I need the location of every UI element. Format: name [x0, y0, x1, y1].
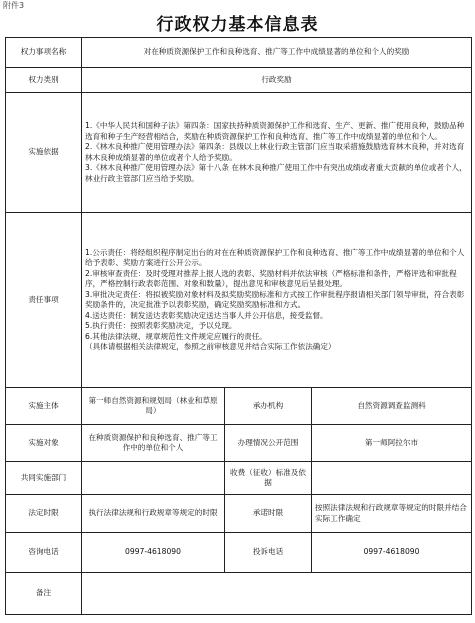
consult-phone-value: 0997-4618090: [82, 533, 225, 573]
row-label: 实施对象: [6, 425, 82, 462]
row-label: 投诉电话: [225, 533, 312, 573]
table-row: [6, 425, 472, 462]
row-label: 办理情况公开范围: [225, 425, 312, 462]
complaint-phone-value: 0997-4618090: [312, 533, 472, 573]
responsibility-paragraph: 5.执行责任：按照表彰奖励决定，予以兑现。: [85, 321, 237, 330]
object-value: 在种质资源保护和良种选育、推广等工作中的单位和个人: [82, 425, 225, 462]
legal-deadline-value: 执行法律法规和行政规章等规定的时限: [82, 495, 225, 533]
table-row: [6, 213, 472, 388]
row-label: 承办机构: [225, 388, 312, 425]
table-row: [6, 388, 472, 425]
basis-paragraph: 2.《林木良种推广使用管理办法》第四条：县级以上林业行政主管部门应当取采措施鼓励选育林木良种，并对选育林木良种成绩显著的单位或者个人给予奖励。: [85, 142, 465, 162]
table-row: [6, 495, 472, 533]
responsibility-paragraph: 3.审批决定责任：将拟被奖励对象材料及拟奖励奖励标准和方式按工作审批程序报请相关部门领导审批，符合表彰奖励条件的，决定批准予以表彰奖励，确定奖励奖励标准和方式。: [85, 289, 465, 309]
row-label: 实施主体: [6, 388, 82, 425]
fee-standard-value: [312, 462, 472, 495]
page-title: 行政权力基本信息表: [156, 15, 319, 35]
responsibility-paragraph: 2.审核审查责任：及时受理对推荐上报人选的表彰、奖励材料并依法审核（严格标准和条件，严格评选和审批程序，严格控制行政表彰范围、对象和数量），提出意见和审核意见后呈报处理。: [85, 268, 457, 288]
row-label: 咨询电话: [6, 533, 82, 573]
disclosure-scope-value: 第一师阿拉尔市: [312, 425, 472, 462]
info-table: [5, 37, 472, 615]
subject-value: 第一师自然资源和规划局（林业和草原局）: [82, 388, 225, 425]
row-label: 收费（征收）标准及依据: [225, 462, 312, 495]
basis-paragraph: 3.《林木良种推广使用管理办法》第十八条 在林木良种推广使用工作中有突出成绩或者重大贡献的单位或者个人，林业行政主管部门应当给予奖励。: [85, 163, 467, 183]
row-label: 权力事项名称: [6, 38, 82, 68]
joint-department-value: [82, 462, 225, 495]
attachment-note: 附件3: [3, 1, 25, 10]
handling-agency-value: 自然资源调查监测科: [312, 388, 472, 425]
responsibility-paragraph: 6.其他法律法规、规章规范性文件规定应履行的责任。: [85, 331, 267, 341]
responsibility-paragraph: 4.送达责任：制发送达表彰奖励决定送达当事人并公开信息，接受监督。: [85, 310, 328, 320]
responsibility-paragraph: （具体请根据相关法律规定，参照之前审核意见并结合实际工作依法确定）: [85, 342, 336, 351]
row-label: 承诺时限: [225, 495, 312, 533]
row-label: 责任事项: [6, 213, 82, 388]
row-label: 实施依据: [6, 93, 82, 213]
table-row: [6, 93, 472, 213]
remark-value: [82, 573, 472, 615]
row-label: 权力类别: [6, 68, 82, 93]
basis-cell: [82, 93, 472, 213]
responsibility-cell: [82, 213, 472, 388]
row-label: 共同实施部门: [6, 462, 82, 495]
table-row: [6, 573, 472, 615]
table-row: [6, 68, 472, 93]
row-label: 法定时限: [6, 495, 82, 533]
promised-deadline-value: 按照法律法规和行政规章等规定的时限并结合实际工作确定: [312, 495, 472, 533]
responsibility-paragraph: 1.公示责任：将经组织程序制定出台的对在在种质资源保护工作和良种选育、推广等工作中成绩显著的单位和个人给予表彰、奖励方案进行公开公示。: [85, 247, 465, 267]
table-row: [6, 38, 472, 68]
table-row: [6, 533, 472, 573]
power-name-value: 对在种质资源保护工作和良种选育、推广等工作中成绩显著的单位和个人的奖励: [82, 38, 472, 68]
table-row: [6, 462, 472, 495]
basis-paragraph: 1.《中华人民共和国种子法》第四条：国家扶持种质资源保护工作和选育、生产、更新、推广使用良种，鼓励品种选育和种子生产经营相结合，奖励在种质资源保护工作和良种选育、推广等工作中成绩显著的单位和个人。: [85, 121, 465, 141]
power-category-value: 行政奖励: [82, 68, 472, 93]
row-label: 备注: [6, 573, 82, 615]
